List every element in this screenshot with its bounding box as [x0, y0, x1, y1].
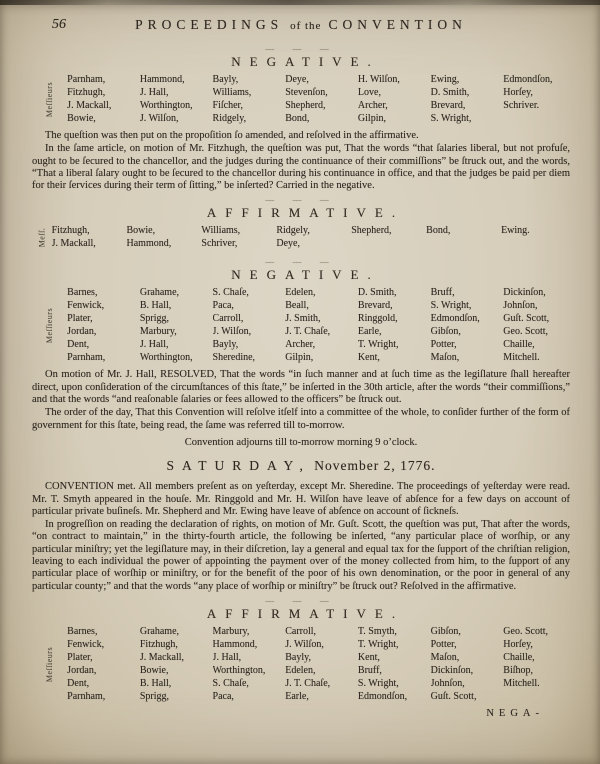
member-name: Deye,	[276, 238, 300, 250]
member-name: Johnſon,	[430, 677, 465, 689]
member-name: Kent,	[357, 352, 380, 364]
member-name: Bowie,	[67, 113, 96, 124]
section-heading-affirmative-2: AFFIRMATIVE.	[206, 605, 405, 621]
member-name: Dent,	[67, 677, 90, 689]
member-name: Potter,	[430, 638, 457, 650]
paragraph-hall-resolved: On motion of Mr. J. Hall, RESOLVED, That the words “in ſuch manner and at ſuch time as the legiſlature ſhall hereafter direct, upon conſideration of the circumſtances of this ſtate,” be inſerted in the 30th article, after the words “their commiſſions,” and that the words “and reaſonable ſalaries or fees allowed to the officers” be ſtruck out.	[32, 369, 570, 406]
catchword: NEGA-	[486, 707, 544, 719]
section-heading-negative-1: NEGATIVE.	[231, 54, 380, 69]
member-name: Chaille,	[503, 651, 535, 663]
member-name: D. Smith,	[430, 87, 470, 98]
member-name: J. T. Chaſe,	[285, 326, 331, 338]
member-name: Grahame,	[139, 287, 180, 299]
paragraph-convention-met: CONVENTION met. All members preſent as on yeſterday, except Mr. Sheredine. The proceedings of yeſterday were read. Mr. T. Smyth appeared in the houſe. Mr. Ringgold and Mr. H. Wilſon have leave of abſence for a few days on account of particular private buſineſs. Mr. Shepherd and Mr. Ewing have leave of abſence on account of ſickneſs.	[32, 481, 570, 517]
member-name: S. Chaſe,	[212, 677, 249, 689]
section-heading-negative-2: NEGATIVE.	[231, 267, 380, 283]
member-name: Ringgold,	[357, 313, 398, 325]
vote-table-negative-1	[32, 74, 570, 125]
member-name: Paca,	[212, 300, 234, 312]
member-name: Edelen,	[285, 287, 316, 299]
member-name: Dickinſon,	[503, 287, 546, 299]
ornament-divider	[32, 193, 570, 202]
member-name: Carroll,	[212, 313, 244, 325]
vote-grid	[67, 74, 570, 125]
member-name: Brevard,	[430, 100, 466, 111]
member-name: Geo. Scott,	[503, 625, 549, 637]
member-name: Potter,	[430, 339, 457, 351]
member-name: Horſey,	[503, 87, 533, 98]
member-name: Mitchell.	[503, 677, 540, 689]
member-name: S. Wright,	[430, 113, 472, 124]
member-name: J. T. Chaſe,	[285, 677, 331, 689]
vote-table-negative-2	[32, 287, 570, 364]
member-name: Bowie,	[139, 664, 169, 676]
member-name	[503, 113, 570, 125]
member-name: Williams,	[201, 225, 241, 237]
member-name: Chaille,	[503, 339, 535, 351]
member-name: Schriver.	[503, 100, 540, 111]
member-name: Johnſon,	[503, 300, 538, 312]
member-name: Edmondſon,	[503, 74, 553, 85]
messieurs-label-text: Meſſieurs	[45, 81, 55, 118]
member-name: J. Mackall,	[51, 238, 96, 250]
member-name: Bruff,	[357, 664, 382, 676]
member-name: Horſey,	[503, 638, 533, 650]
title-connector: of the	[290, 20, 322, 32]
page-title	[135, 16, 467, 33]
member-name	[426, 238, 495, 250]
member-name: Williams,	[212, 87, 252, 98]
paragraph-gust-scott-motion: In progreſſion on reading the declaration of rights, on motion of Mr. Guſt. Scott, the queſtion was put, That after the words, “on contract to maintain,” in the thirty-fourth article, the following be inſerted, “any particular place of worſhip, or any particular miniſtry; yet the legiſlature may, in their diſcretion, lay a general and equal tax for the ſupport of the chriſtian religion, leaving to each individual the power of appointing the payment over of the money collected from him, to the ſupport of any particular place of worſhip or miniſtry, or for the benefit of the poor of his own denomination, or the poor in general of any particular county;” and that the words “any place of worſhip or miniſtry” be ſtruck out? Reſolved in the affirmative.	[32, 519, 570, 592]
member-name: Marbury,	[212, 625, 250, 637]
messieurs-label	[32, 287, 67, 364]
member-name: D. Smith,	[357, 287, 397, 299]
vote-grid	[52, 225, 570, 250]
member-name: Dent,	[67, 339, 90, 351]
member-name: Hammond,	[212, 638, 258, 650]
messieurs-label	[32, 626, 67, 703]
paragraph-fitzhugh-motion: In the ſame article, on motion of Mr. Fitzhugh, the queſtion was put, That the words “that ſalaries liberal, but not profuſe, ought to be ſecured to the chancellor, and the judges during the continuance of their commiſſions” be ſtruck out, and the words, “That a liberal ſalary ought to be ſecured to the chancellor during his continuance in office, and that the judges be paid per diem for their ſervices during their term of ſitting,” be inſerted? Carried in the negative.	[32, 143, 570, 192]
vote-table-affirmative-1	[32, 225, 570, 250]
member-name: Carroll,	[285, 625, 317, 637]
member-name: S. Wright,	[430, 300, 472, 312]
member-name: Schriver,	[201, 238, 238, 250]
member-name: Sprigg,	[139, 690, 170, 702]
member-name: Archer,	[285, 339, 316, 351]
member-name: Beall,	[285, 300, 309, 312]
vote-table-affirmative-2	[32, 626, 570, 703]
page-number: 56	[52, 17, 66, 32]
member-name: S. Chaſe,	[212, 287, 249, 299]
member-name: T. Wright,	[357, 339, 399, 351]
member-name: Sprigg,	[139, 313, 170, 325]
member-name: J. Hall,	[139, 339, 169, 351]
member-name: J. Hall,	[139, 87, 169, 98]
member-name: Ewing,	[430, 74, 460, 85]
member-name: T. Smyth,	[357, 625, 397, 637]
member-name: Bond,	[285, 113, 310, 124]
member-name: Kent,	[357, 651, 380, 663]
page-header	[32, 16, 570, 34]
member-name: Fitzhugh,	[67, 87, 106, 98]
member-name: Maſon,	[430, 352, 460, 364]
ornament-divider	[32, 255, 570, 264]
member-name: Mitchell.	[503, 352, 540, 364]
member-name: Jordan,	[67, 326, 97, 338]
messieurs-label-text: Meſſ.	[37, 228, 47, 248]
member-name: Dickinſon,	[430, 664, 474, 676]
member-name: Gilpin,	[285, 352, 314, 364]
member-name: Edelen,	[285, 664, 316, 676]
member-name: Love,	[357, 87, 381, 98]
member-name: Worthington,	[212, 664, 266, 676]
member-name: Worthington,	[139, 100, 193, 111]
member-name: Parnham,	[67, 690, 106, 702]
member-name: Barnes,	[67, 625, 98, 637]
member-name: Hammond,	[139, 74, 185, 85]
member-name: J. Smith,	[285, 313, 321, 325]
member-name: J. Wilſon,	[212, 326, 252, 338]
paragraph-question-put: The queſtion was then put on the propoſition ſo amended, and reſolved in the affirmative.	[45, 130, 419, 141]
member-name: T. Wright,	[357, 638, 399, 650]
member-name: Geo. Scott,	[503, 326, 549, 338]
member-name: Stevenſon,	[285, 87, 328, 98]
member-name: Bayly,	[212, 339, 239, 351]
member-name: Bruff,	[430, 287, 455, 299]
member-name: J. Wilſon,	[285, 638, 324, 650]
date-text: November 2, 1776.	[314, 458, 436, 474]
member-name: J. Mackall,	[139, 651, 185, 663]
member-name: S. Wright,	[357, 677, 399, 689]
messieurs-label	[32, 74, 67, 125]
member-name: Fiſcher,	[212, 100, 243, 111]
date-day: SATURDAY,	[166, 458, 311, 474]
member-name: Fitzhugh,	[51, 225, 90, 237]
member-name: Guſt. Scott,	[430, 690, 477, 702]
member-name: J. Wilſon,	[139, 113, 179, 124]
member-name: Shepherd,	[351, 225, 392, 237]
member-name: J. Mackall,	[67, 100, 112, 111]
member-name: Deye,	[285, 74, 309, 85]
messieurs-label-text: Meſſieurs	[45, 646, 55, 683]
messieurs-label	[32, 225, 52, 250]
member-name: B. Hall,	[139, 677, 172, 689]
scan-artifact	[0, 0, 600, 5]
member-name: Jordan,	[67, 664, 97, 676]
member-name: Gibſon,	[430, 625, 461, 637]
member-name: Guſt. Scott,	[503, 313, 550, 325]
ornament-divider	[32, 42, 570, 51]
section-heading-affirmative-1: AFFIRMATIVE.	[206, 205, 405, 221]
member-name: Earle,	[357, 326, 382, 338]
adjournment-line: Convention adjourns till to-morrow morning 9 o’clock.	[184, 436, 418, 448]
member-name	[503, 691, 570, 703]
member-name: Shepherd,	[285, 100, 326, 111]
member-name: Maſon,	[430, 651, 460, 663]
member-name: Edmondſon,	[357, 690, 408, 702]
member-name: Sheredine,	[212, 352, 256, 364]
member-name: J. Hall,	[212, 651, 242, 663]
title-word-proceedings: PROCEEDINGS	[135, 17, 284, 32]
ornament-divider	[32, 594, 570, 603]
member-name: Gibſon,	[430, 326, 461, 338]
member-name: Ewing.	[501, 225, 530, 237]
member-name: Earle,	[285, 690, 309, 702]
member-name	[501, 238, 570, 250]
member-name: Grahame,	[139, 625, 180, 637]
member-name: Plater,	[67, 651, 93, 663]
member-name: Plater,	[67, 313, 93, 325]
member-name: Worthington,	[139, 352, 193, 364]
member-name: Biſhop,	[503, 664, 534, 676]
member-name: Bond,	[426, 225, 451, 237]
messieurs-label-text: Meſſieurs	[45, 308, 55, 344]
member-name: Archer,	[357, 100, 388, 111]
member-name: Parnham,	[67, 74, 106, 85]
date-heading	[32, 458, 570, 474]
member-name: Fitzhugh,	[139, 638, 178, 650]
paragraph-order-of-day: The order of the day, That this Convention will reſolve itſelf into a committee of the whole, to conſider further of the form of government for this ſtate, being read, the ſame was referred till to-morrow.	[32, 407, 570, 431]
member-name: Parnham,	[67, 352, 106, 364]
member-name: Fenwick,	[67, 638, 105, 650]
member-name: Gilpin,	[357, 113, 386, 124]
member-name: Ridgely,	[212, 113, 247, 124]
member-name: Ridgely,	[276, 225, 310, 237]
member-name: Barnes,	[67, 287, 98, 299]
member-name: B. Hall,	[139, 300, 172, 312]
member-name	[351, 238, 420, 250]
member-name: Marbury,	[139, 326, 177, 338]
member-name: Bayly,	[285, 651, 311, 663]
member-name: Bowie,	[126, 225, 156, 237]
member-name: Fenwick,	[67, 300, 105, 312]
member-name: Paca,	[212, 690, 234, 702]
member-name: Brevard,	[357, 300, 393, 312]
member-name: H. Wilſon,	[357, 74, 400, 85]
vote-grid	[67, 626, 570, 703]
member-name: Hammond,	[126, 238, 172, 250]
vote-grid	[67, 287, 570, 364]
member-name: Bayly,	[212, 74, 239, 85]
title-word-convention: CONVENTION	[328, 17, 467, 32]
member-name: Edmondſon,	[430, 313, 480, 325]
